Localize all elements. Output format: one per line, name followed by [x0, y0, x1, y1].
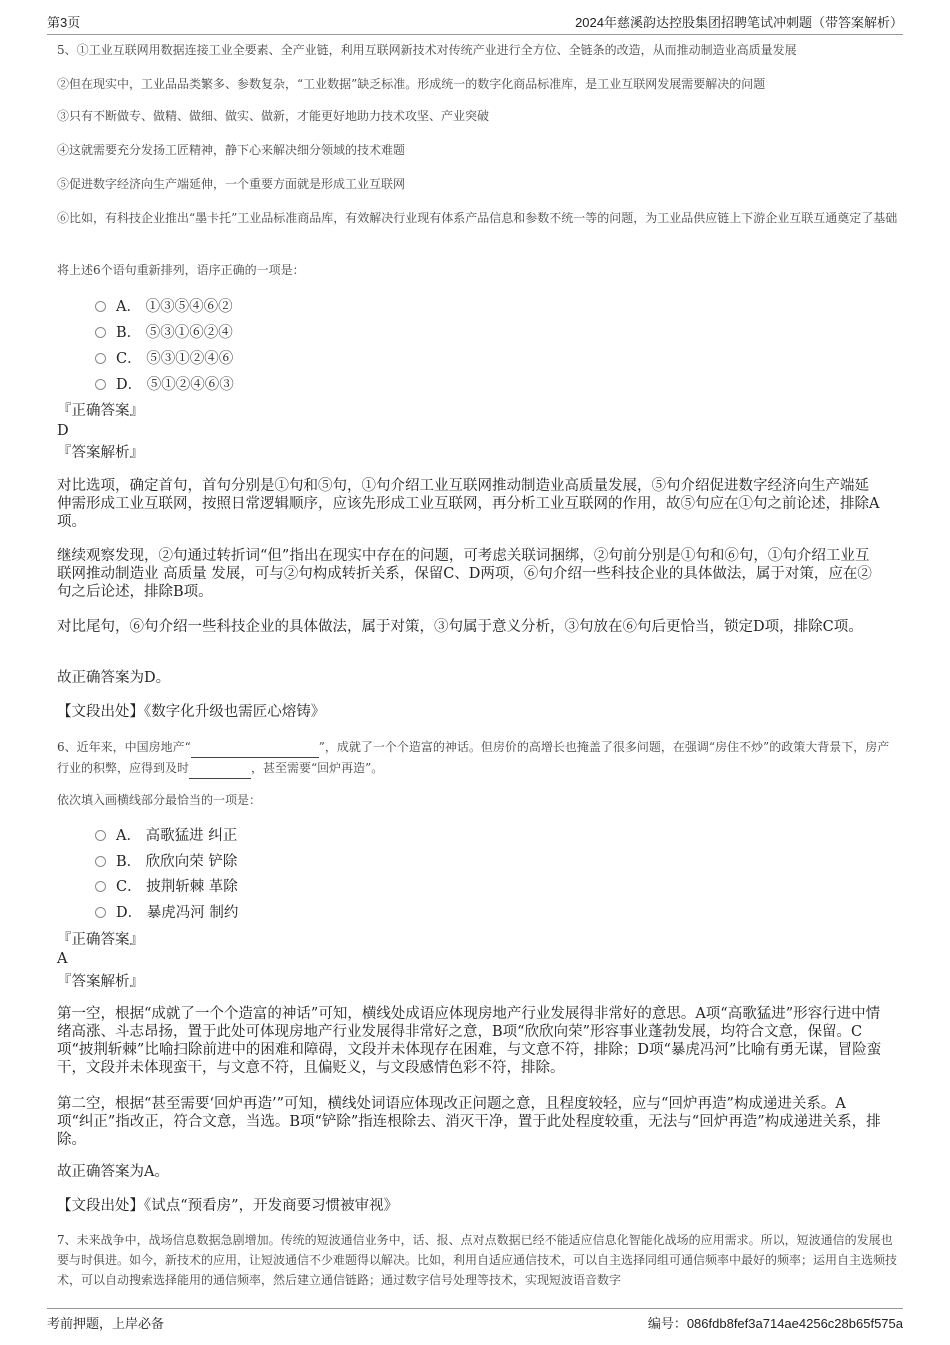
q5-option-b-label: B． ⑤③①⑥②④ — [116, 325, 233, 341]
q5-analysis-para-4: 故正确答案为D。 — [57, 670, 171, 686]
footer-divider — [47, 1308, 903, 1309]
q5-answer-label: 『正确答案』 — [57, 403, 144, 419]
document-title: 2024年慈溪韵达控股集团招聘笔试冲刺题（带答案解析） — [575, 15, 903, 30]
q6-analysis-para-3: 故正确答案为A。 — [57, 1164, 169, 1180]
q6-blank-2 — [189, 765, 251, 779]
radio-icon[interactable] — [95, 327, 106, 338]
radio-icon[interactable] — [95, 881, 106, 892]
q5-analysis-label: 『答案解析』 — [57, 445, 144, 461]
q6-analysis-para-2: 第二空，根据“甚至需要‘回炉再造’”可知，横线处词语应体现改正问题之意，且程度较轻，应与“回炉再造”构成递进关系。A项“纠正”指改正，符合文意，当选。B项“铲除”指连根除去、消灭干净，置于此处程度较重，无法与“回炉再造”构成递进关系，排除。 — [57, 1096, 881, 1148]
radio-icon[interactable] — [95, 856, 106, 867]
q6-blank-1 — [191, 744, 319, 758]
q5-stem-line-5: ⑤促进数字经济向生产端延伸，一个重要方面就是形成工业互联网 — [57, 177, 406, 191]
q5-analysis-para-1: 对比选项，确定首句，首句分别是①句和⑤句，①句介绍工业互联网推动制造业高质量发展，⑤句介绍促进数字经济向生产端延伸需形成工业互联网，按照日常逻辑顺序，应该先形成工业互联网，再分析工业互联网的作用，故⑤句应在①句之前论述，排除A项。 — [57, 478, 880, 530]
q7-stem: 7、未来战争中，战场信息数据急剧增加。传统的短波通信业务中，话、报、点对点数据已经不能适应信息化智能化战场的应用需求。所以，短波通信的发展也要与时俱进。如今，新技术的应用，让短波通信不少难题得以解决。比如，利用自适应通信技术，可以自主选择同组可通信频率中最好的频率；运用自主选频技术，可以自动搜索选择能用的通信频率，然后建立通信链路；通过数字信号处理等技术，实现短波语音数字 — [57, 1233, 898, 1287]
q6-option-c-label: C． 披荆斩棘 革除 — [116, 879, 238, 895]
q6-option-d[interactable] — [95, 903, 238, 923]
q5-option-a-label: A． ①③⑤④⑥② — [116, 299, 233, 315]
q6-option-d-label: D． 暴虎冯河 制约 — [116, 905, 239, 921]
q6-source: 【文段出处】《试点“预看房”，开发商要习惯被审视》 — [57, 1198, 399, 1214]
q5-option-d[interactable] — [95, 375, 234, 395]
radio-icon[interactable] — [95, 830, 106, 841]
q6-stem — [57, 737, 900, 779]
radio-icon[interactable] — [95, 907, 106, 918]
header-divider — [47, 34, 903, 35]
q5-stem-line-6: ⑥比如，有科技企业推出“墨卡托”工业品标准商品库，有效解决行业现有体系产品信息和参数不统一等的问题，为工业品供应链上下游企业互联互通奠定了基础 — [57, 211, 898, 225]
q6-stem-part-4: ，甚至需要“回炉再造”。 — [251, 761, 384, 775]
q6-option-a[interactable] — [95, 826, 237, 846]
q6-option-b-label: B． 欣欣向荣 铲除 — [116, 854, 238, 870]
radio-icon[interactable] — [95, 353, 106, 364]
q6-stem-part-2: ”，成就了一个个造富的神话。但房价的高增长也掩盖了很多问题，在强调“房住不炒”的政策大背景 — [318, 740, 842, 754]
q5-stem-line-2: ②但在现实中，工业品品类繁多、参数复杂，“工业数据”缺乏标准。形成统一的数字化商品标准库，是工业互联网发展需要解决的问题 — [57, 77, 766, 91]
q5-analysis-para-3: 对比尾句，⑥句介绍一些科技企业的具体做法，属于对策，③句属于意义分析，③句放在⑥句后更恰当，锁定D项，排除C项。 — [57, 619, 863, 635]
q6-analysis-label: 『答案解析』 — [57, 974, 144, 990]
q6-stem-part-1: 6、近年来，中国房地产“ — [57, 740, 191, 754]
q6-prompt: 依次填入画横线部分最恰当的一项是： — [57, 793, 262, 807]
page-number: 第3页 — [47, 15, 81, 30]
q5-stem-line-1: 5、①工业互联网用数据连接工业全要素、全产业链，利用互联网新技术对传统产业进行全方位、全链条的改造，从而推动制造业高质量发展 — [57, 43, 797, 57]
q6-answer-label: 『正确答案』 — [57, 932, 144, 948]
q6-option-b[interactable] — [95, 852, 237, 872]
q5-option-c-label: C． ⑤③①②④⑥ — [116, 351, 234, 367]
q5-analysis-para-2: 继续观察发现，②句通过转折词“但”指出在现实中存在的问题，可考虑关联词捆绑，②句前分别是①句和⑥句，①句介绍工业互联网推动制造业 高质量 发展，可与②句构成转折关系，保留C、D两项，⑥句介绍一些科技企业的具体做法，属于对策，应在②句之后论述，排除B项。 — [57, 548, 872, 600]
q6-option-c[interactable] — [95, 877, 238, 897]
q5-option-c[interactable] — [95, 349, 233, 369]
q5-stem-line-4: ④这就需要充分发扬工匠精神，静下心来解决细分领域的技术难题 — [57, 143, 406, 157]
footer-slogan: 考前押题，上岸必备 — [47, 1316, 165, 1331]
page-header — [47, 12, 903, 32]
q5-option-b[interactable] — [95, 323, 233, 343]
q5-option-d-label: D． ⑤①②④⑥③ — [116, 377, 234, 393]
q5-answer: D — [57, 423, 69, 439]
document-code: 编号：086fdb8fef3a714ae4256c28b65f575a — [647, 1316, 903, 1331]
q5-stem-line-3: ③只有不断做专、做精、做细、做实、做新，才能更好地助力技术攻坚、产业突破 — [57, 109, 490, 123]
q6-analysis-para-1: 第一空，根据“成就了一个个造富的神话”可知，横线处成语应体现房地产行业发展得非常好的意思。A项“高歌猛进”形容行进中情绪高涨、斗志昂扬，置于此处可体现房地产行业发展得非常好之意，B项“欣欣向荣”形容事业蓬勃发展，均符合文意，保留。C项“披荆斩棘”比喻扫除前进中的困难和障碍，文段并未体现存在困难，与文意不符，排除；D项“暴虎冯河”比喻有勇无谋，冒险蛮干，文段并未体现蛮干，与文意不符，且偏贬义，与文段感情色彩不符，排除。 — [57, 1006, 882, 1076]
radio-icon[interactable] — [95, 301, 106, 312]
q6-stem-part-3: 下，房产行业的积弊，应得到及时 — [57, 740, 890, 775]
q6-answer: A — [57, 951, 68, 967]
q5-prompt: 将上述6个语句重新排列，语序正确的一项是： — [57, 263, 305, 277]
radio-icon[interactable] — [95, 379, 106, 390]
q6-option-a-label: A． 高歌猛进 纠正 — [116, 828, 238, 844]
q5-option-a[interactable] — [95, 297, 233, 317]
q5-source: 【文段出处】《数字化升级也需匠心熔铸》 — [57, 704, 326, 720]
